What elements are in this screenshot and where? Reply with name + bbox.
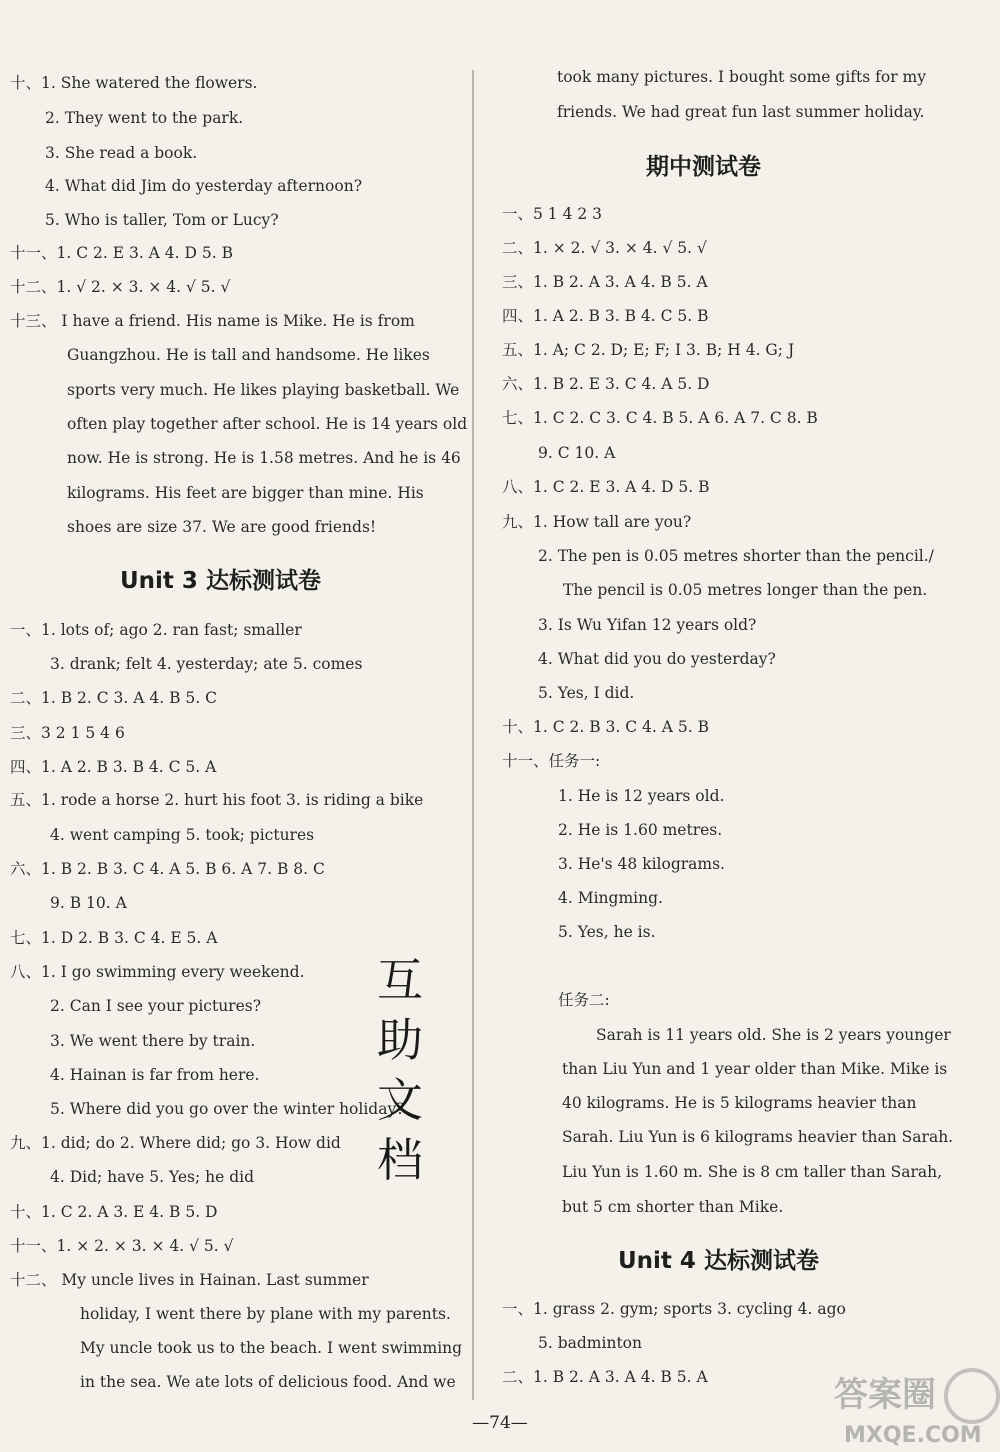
answer-line: 1. He is 12 years old. — [558, 787, 725, 805]
answer-line: 4. What did Jim do yesterday afternoon? — [45, 177, 363, 195]
answer-line: 5. Where did you go over the winter holiday? — [50, 1100, 405, 1118]
answer-line: Sarah. Liu Yun is 6 kilograms heavier than Sarah. — [562, 1128, 954, 1146]
answer-line: 八、1. I go swimming every weekend. — [10, 963, 305, 981]
answer-line: 十二、 My uncle lives in Hainan. Last summer — [10, 1271, 369, 1289]
answer-line: 9. B 10. A — [50, 894, 127, 912]
answer-line: 十、1. C 2. A 3. E 4. B 5. D — [10, 1203, 218, 1221]
answer-line: 五、1. rode a horse 2. hurt his foot 3. is riding a bike — [10, 791, 424, 809]
answer-line: than Liu Yun and 1 year older than Mike. Mike is — [562, 1060, 948, 1078]
answer-line: shoes are size 37. We are good friends! — [67, 518, 377, 536]
answer-line: 3. Is Wu Yifan 12 years old? — [538, 616, 757, 634]
answer-line: friends. We had great fun last summer holiday. — [557, 103, 925, 121]
answer-line: Guangzhou. He is tall and handsome. He likes — [67, 346, 430, 364]
answer-line: 3. She read a book. — [45, 144, 198, 162]
answer-line: 二、1. B 2. A 3. A 4. B 5. A — [502, 1368, 708, 1386]
answer-line: 4. What did you do yesterday? — [538, 650, 776, 668]
stamp-character: 助 — [377, 1013, 423, 1067]
answer-line: often play together after school. He is 14 years old — [67, 415, 468, 433]
answer-line: 9. C 10. A — [538, 444, 616, 462]
answer-line: but 5 cm shorter than Mike. — [562, 1198, 784, 1216]
answer-line: 十、1. She watered the flowers. — [10, 74, 258, 92]
stamp-character: 文 — [377, 1073, 423, 1127]
answer-line: Sarah is 11 years old. She is 2 years younger — [596, 1026, 951, 1044]
answer-line: 5. Yes, he is. — [558, 923, 656, 941]
answer-line: 九、1. How tall are you? — [502, 513, 692, 531]
answer-line: 三、3 2 1 5 4 6 — [10, 724, 125, 742]
watermark-logo — [822, 1358, 1000, 1452]
answer-line: Liu Yun is 1.60 m. She is 8 cm taller than Sarah, — [562, 1163, 943, 1181]
answer-line: 十、1. C 2. B 3. C 4. A 5. B — [502, 718, 709, 736]
answer-line: 2. Can I see your pictures? — [50, 997, 262, 1015]
answer-line: kilograms. His feet are bigger than mine. His — [67, 484, 424, 502]
answer-line: now. He is strong. He is 1.58 metres. And he is 46 — [67, 449, 461, 467]
answer-line: 四、1. A 2. B 3. B 4. C 5. A — [10, 758, 217, 776]
answer-line: 七、1. D 2. B 3. C 4. E 5. A — [10, 929, 218, 947]
answer-line: 五、1. A; C 2. D; E; F; I 3. B; H 4. G; J — [502, 341, 795, 359]
stamp-character: 互 — [377, 953, 423, 1007]
answer-line: 任务二: — [558, 991, 610, 1009]
answer-line: 十一、1. C 2. E 3. A 4. D 5. B — [10, 244, 233, 262]
answer-line: 3. drank; felt 4. yesterday; ate 5. comes — [50, 655, 363, 673]
handwritten-stamp — [360, 950, 440, 1190]
answer-line: 六、1. B 2. E 3. C 4. A 5. D — [502, 375, 710, 393]
watermark-title: 答案圈 — [834, 1375, 936, 1415]
answer-line: 一、5 1 4 2 3 — [502, 205, 603, 223]
answer-line: 十二、1. √ 2. × 3. × 4. √ 5. √ — [10, 278, 231, 296]
answer-line: sports very much. He likes playing basketball. We — [67, 381, 460, 399]
answer-line: 2. They went to the park. — [45, 109, 244, 127]
watermark-url: MXQE.COM — [844, 1423, 982, 1448]
answer-line: 4. Hainan is far from here. — [50, 1066, 260, 1084]
column-divider — [472, 70, 474, 1400]
answer-line: 一、1. grass 2. gym; sports 3. cycling 4. ago — [502, 1300, 846, 1318]
answer-line: 2. The pen is 0.05 metres shorter than the pencil./ — [538, 547, 934, 565]
page-number: —74— — [472, 1413, 528, 1433]
section-heading: Unit 4 达标测试卷 — [618, 1248, 819, 1274]
answer-line: 四、1. A 2. B 3. B 4. C 5. B — [502, 307, 709, 325]
answer-line: 二、1. × 2. √ 3. × 4. √ 5. √ — [502, 239, 707, 257]
answer-line: 4. Did; have 5. Yes; he did — [50, 1168, 255, 1186]
answer-line: 十一、任务一: — [502, 752, 601, 770]
answer-line: My uncle took us to the beach. I went swimming — [80, 1339, 463, 1357]
answer-line: 4. went camping 5. took; pictures — [50, 826, 315, 844]
answer-line: 一、1. lots of; ago 2. ran fast; smaller — [10, 621, 302, 639]
answer-line: 5. badminton — [538, 1334, 642, 1352]
answer-line: in the sea. We ate lots of delicious food. And we — [80, 1373, 456, 1391]
answer-line: 3. We went there by train. — [50, 1032, 256, 1050]
answer-line: 2. He is 1.60 metres. — [558, 821, 723, 839]
section-heading: 期中测试卷 — [646, 154, 761, 180]
answer-line: 3. He's 48 kilograms. — [558, 855, 725, 873]
answer-line: 八、1. C 2. E 3. A 4. D 5. B — [502, 478, 710, 496]
answer-line: 十三、 I have a friend. His name is Mike. He is from — [10, 312, 415, 330]
answer-line: 七、1. C 2. C 3. C 4. B 5. A 6. A 7. C 8. B — [502, 409, 818, 427]
answer-line: 三、1. B 2. A 3. A 4. B 5. A — [502, 273, 708, 291]
section-heading: Unit 3 达标测试卷 — [120, 568, 321, 594]
answer-line: 二、1. B 2. C 3. A 4. B 5. C — [10, 689, 217, 707]
answer-line: 5. Yes, I did. — [538, 684, 635, 702]
answer-line: 5. Who is taller, Tom or Lucy? — [45, 211, 279, 229]
answer-line: 九、1. did; do 2. Where did; go 3. How did — [10, 1134, 341, 1152]
answer-line: 40 kilograms. He is 5 kilograms heavier than — [562, 1094, 917, 1112]
answer-line: took many pictures. I bought some gifts for my — [557, 68, 926, 86]
answer-line: 十一、1. × 2. × 3. × 4. √ 5. √ — [10, 1237, 234, 1255]
answer-line: 六、1. B 2. B 3. C 4. A 5. B 6. A 7. B 8. C — [10, 860, 325, 878]
answer-line: holiday, I went there by plane with my parents. — [80, 1305, 451, 1323]
stamp-character: 档 — [377, 1133, 423, 1187]
answer-line: The pencil is 0.05 metres longer than the pen. — [563, 581, 928, 599]
answer-line: 4. Mingming. — [558, 889, 663, 907]
